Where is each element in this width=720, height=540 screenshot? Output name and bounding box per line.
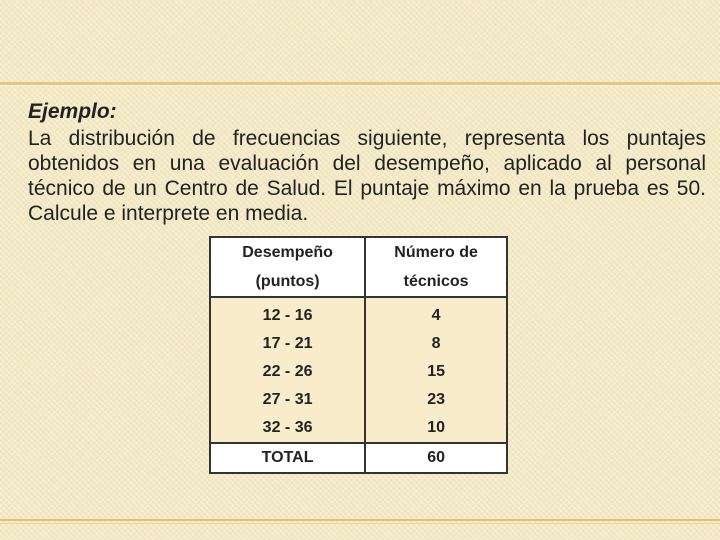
header-col2-line1: Número de (365, 237, 507, 267)
count-cell: 4 (365, 297, 507, 330)
table-header-row (210, 267, 507, 297)
count-cell: 15 (365, 358, 507, 386)
total-label: TOTAL (210, 443, 365, 473)
slide-heading: Ejemplo: (28, 100, 117, 123)
table-header-row (210, 237, 507, 267)
header-col1-line1: Desempeño (210, 237, 365, 267)
table-row (210, 414, 507, 443)
total-value: 60 (365, 443, 507, 473)
table-total-row (210, 443, 507, 473)
top-divider (0, 82, 720, 85)
header-col2-line2: técnicos (365, 267, 507, 297)
table-row (210, 358, 507, 386)
bottom-divider-thin (0, 523, 720, 524)
header-col1-line2: (puntos) (210, 267, 365, 297)
interval-cell: 22 - 26 (210, 358, 365, 386)
slide-paragraph: La distribución de frecuencias siguiente, representa los puntajes obtenidos en una evaluación del desempeño, aplicado al personal técnico de un Centro de Salud. El puntaje máximo en la prueba es 50. Calcule e interprete en media. (28, 127, 706, 225)
bottom-divider (0, 519, 720, 521)
slide-body (28, 99, 706, 226)
frequency-table (209, 236, 508, 474)
count-cell: 8 (365, 330, 507, 358)
table-row (210, 330, 507, 358)
interval-cell: 12 - 16 (210, 297, 365, 330)
interval-cell: 32 - 36 (210, 414, 365, 443)
count-cell: 10 (365, 414, 507, 443)
table-row (210, 386, 507, 414)
table-row (210, 297, 507, 330)
interval-cell: 27 - 31 (210, 386, 365, 414)
count-cell: 23 (365, 386, 507, 414)
interval-cell: 17 - 21 (210, 330, 365, 358)
